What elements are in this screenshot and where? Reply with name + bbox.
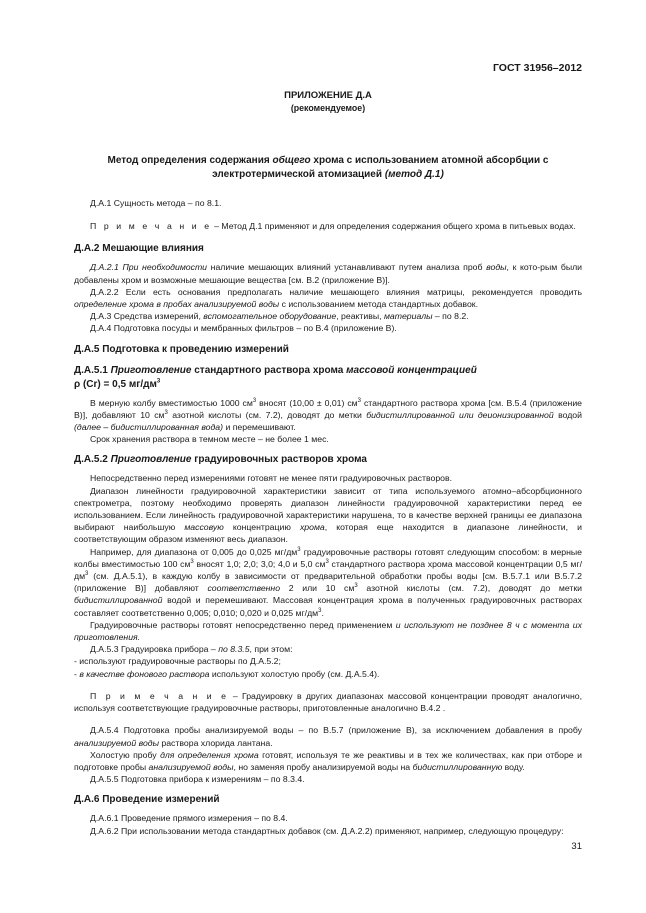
paragraph-da5-2-1: Непосредственно перед измерениями готовят не менее пяти градуировочных растворов. bbox=[90, 473, 453, 484]
heading-da6: Д.А.6 Проведение измерений bbox=[74, 794, 220, 806]
standard-code: ГОСТ 31956–2012 bbox=[492, 62, 582, 74]
paragraph-da2-1: Д.А.2.1 При необходимости наличие мешающих влияний устанавливают путем анализа проб воды, к кото-рым были добавлены хром и возможные мешающие вещества [см. В.2 (приложение В)]. bbox=[74, 262, 582, 285]
page-content bbox=[74, 89, 582, 837]
paragraph-da5-2-3: Например, для диапазона от 0,005 до 0,025 $мг/дм^3$ градуировочные растворы готовят следующим способом: в мерные колбы вместимостью 100 $см^3$ вносят 1,0; 2,0; 3,0; 4,0 и 5,0 $см^3$ стандартного раствора хрома массовой концентрации 0,5 $мг/дм^3$ (см. Д.А.5.1), в каждую колбу в зависимости от предварительной обработки пробы воды [см. В.5.7.1 или В.5.7.2 (приложение В)] добавляют соответственно 2 или 10 $см^3$ азотной кислоты (см. 7.2), доводят до метки бидистиллированной водой и перемешивают. Массовая концентрация хрома в полученных градуировочных растворах составляет соответственно 0,005; 0,010; 0,020 и 0,025 $мг/дм^3$. bbox=[74, 546, 582, 618]
list-item-2: - в качестве фонового раствора используют холостую пробу (см. Д.А.5.4). bbox=[74, 668, 380, 679]
note-label: П р и м е ч а н и е bbox=[90, 690, 229, 701]
paragraph-da5-3: Д.А.5.3 Градуировка прибора – по 8.3.5, при этом: bbox=[90, 644, 293, 655]
paragraph-da5-2-2: Диапазон линейности градуировочной характеристики зависит от типа используемого атомно–абсорбционного спектрометра, поэтому необходимо проверять диапазон линейности градуировочной характеристики перед ее использованием. Если линейность градуировочной характеристики нарушена, то в качестве верхней границы ее диапазона выбирают наибольшую массовую концентрацию хрома, которая еще находится в диапазоне линейности, и соответствующим образом изменяют весь диапазон. bbox=[74, 485, 582, 545]
heading-da5-2: Д.А.5.2 Приготовление градуировочных растворов хрома bbox=[74, 454, 367, 466]
section-da1: Д.А.1 Сущность метода – по 8.1. bbox=[90, 198, 222, 208]
heading-da5: Д.А.5 Подготовка к проведению измерений bbox=[74, 343, 289, 355]
paragraph-da2-2: Д.А.2.2 Если есть основания предполагать наличие мешающего влияния матрицы, рекомендуется проводить определение хрома в пробах анализируемой воды с использованием метода стандартных добавок. bbox=[74, 286, 582, 310]
note-2: П р и м е ч а н и е – Градуировку в других диапазонах массовой концентрации проводят аналогично, используя соответствующие градуировочные растворы, приготовленные аналогично В.4.2 . bbox=[74, 690, 582, 714]
paragraph-da5-5: Д.А.5.5 Подготовка прибора к измерениям – по 8.3.4. bbox=[90, 774, 305, 785]
paragraph-blank-sample: Холостую пробу для определения хрома готовят, используя те же реактивы и в тех же количествах, как при отборе и подготовке пробы анализируемой воды, но заменяя пробу анализируемой воды на бидистиллированную воду. bbox=[74, 749, 582, 772]
paragraph-da5-4: Д.А.5.4 Подготовка пробы анализируемой воды – по В.5.7 (приложение В), за исключением добавления в пробу анализируемой воды раствора хлорида лантана. bbox=[74, 725, 582, 748]
heading-da5-1: Д.А.5.1 Приготовление стандартного раствора хрома массовой концентрацией ρ (Cr) = 0,5 $мг/дм^3$ bbox=[74, 364, 477, 390]
note-label: П р и м е ч а н и е bbox=[90, 221, 212, 232]
paragraph-da6-1: Д.А.6.1 Проведение прямого измерения – по 8.4. bbox=[90, 813, 288, 824]
paragraph-da5-1: В мерную колбу вместимостью 1000 $см^3$ вносят (10,00 ± 0,01) $см^3$ стандартного раствора хрома [см. В.5.4 (приложение В)], добавляют 10 $см^3$ азотной кислоты (см. 7.2), доводят до метки бидистиллированной или деионизированной водой (далее – бидистиллированная вода) и перемешивают. bbox=[74, 397, 583, 433]
paragraph-da5-2-4: Градуировочные растворы готовят непосредственно перед применением и используют не позднее 8 ч с момента их приготовления. bbox=[74, 619, 582, 643]
list-item-1: - используют градуировочные растворы по Д.А.5.2; bbox=[74, 656, 281, 667]
paragraph-da3: Д.А.3 Средства измерений, вспомогательное оборудование, реактивы, материалы – по 8.2. bbox=[90, 311, 469, 322]
method-title: Метод определения содержания общего хрома с использованием атомной абсорбции с электротермической атомизацией (метод Д.1) bbox=[107, 155, 549, 180]
paragraph-da4: Д.А.4 Подготовка посуды и мембранных фильтров – по В.4 (приложение В). bbox=[90, 323, 397, 334]
appendix-subtitle: (рекомендуемое) bbox=[290, 103, 366, 113]
paragraph-da6-2: Д.А.6.2 При использовании метода стандартных добавок (см. Д.А.2.2) применяют, например, следующую процедуру: bbox=[90, 825, 564, 836]
note-1: П р и м е ч а н и е – Метод Д.1 применяют и для определения содержания общего хрома в питьевых водах. bbox=[90, 221, 576, 232]
paragraph-storage: Срок хранения раствора в темном месте – не более 1 мес. bbox=[90, 434, 329, 445]
page-number: 31 bbox=[571, 841, 582, 852]
appendix-title: ПРИЛОЖЕНИЕ Д.А bbox=[284, 90, 372, 101]
heading-da2: Д.А.2 Мешающие влияния bbox=[74, 243, 204, 255]
